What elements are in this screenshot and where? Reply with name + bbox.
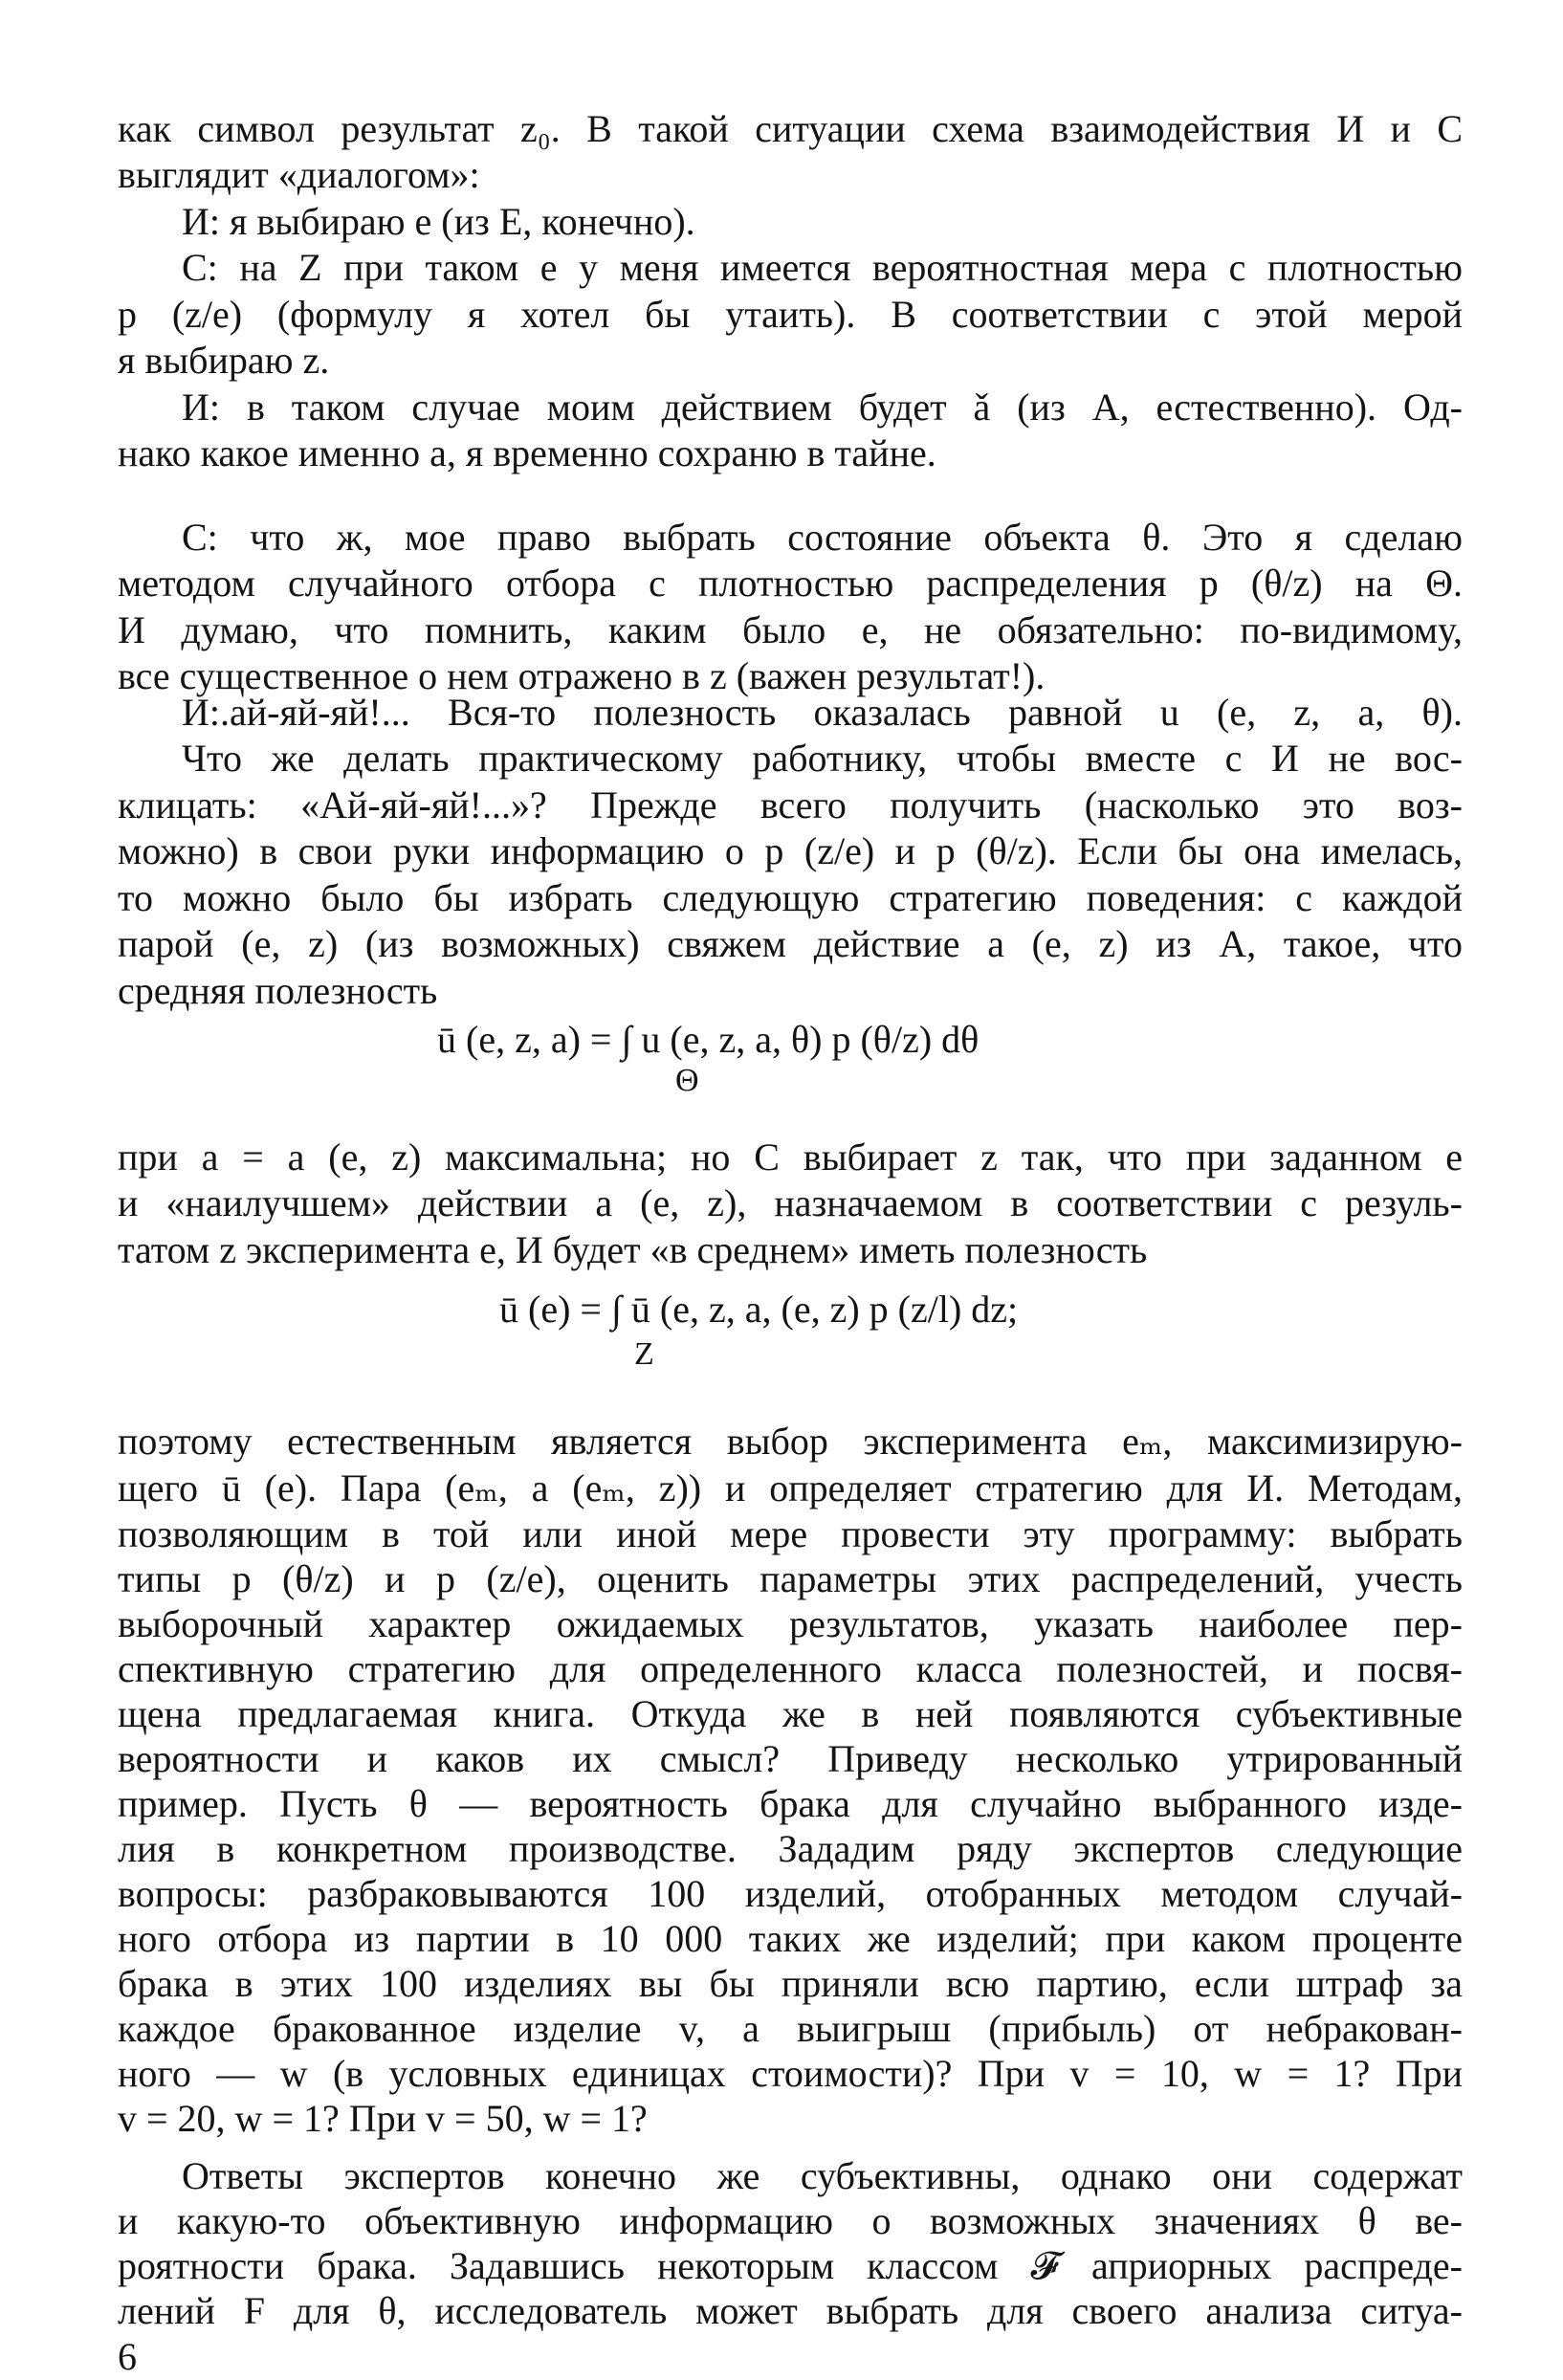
- text-line: ного — w (в условных единицах стоимости)? При v = 10, w = 1? При: [118, 2052, 1463, 2095]
- text-line: клицать: «Ай-яй-яй!...»? Прежде всего получить (насколько это воз-: [118, 783, 1463, 826]
- text-line: типы p (θ/z) и p (z/e), оценить параметры этих распределений, учесть: [118, 1557, 1463, 1600]
- text-line: роятности брака. Задавшись некоторым классом 𝓕 априорных распреде-: [118, 2244, 1463, 2287]
- text-line: p (z/e) (формулу я хотел бы утаить). В соответствии с этой мерой: [118, 293, 1463, 336]
- text-line: средняя полезность: [118, 969, 438, 1012]
- text-line: парой (e, z) (из возможных) свяжем действие a (e, z) из A, такое, что: [118, 922, 1463, 965]
- text-line: И: я выбираю e (из E, конечно).: [182, 200, 695, 243]
- text-line: то можно было бы избрать следующую стратегию поведения: с каждой: [118, 876, 1463, 919]
- text-line: лений F для θ, исследователь может выбрать для своего анализа ситуа-: [118, 2289, 1463, 2332]
- text-line: выборочный характер ожидаемых результатов, указать наиболее пер-: [118, 1602, 1463, 1645]
- formula-experiment-utility: ū (e) = ∫ ū (e, z, a, (e, z) p (z/l) dz;: [499, 1288, 1019, 1331]
- text-line: и какую-то объективную информацию о возможных значениях θ ве-: [118, 2199, 1463, 2242]
- text-line: каждое бракованное изделие v, а выигрыш (прибыль) от небракован-: [118, 2007, 1463, 2050]
- text-line: нако какое именно a, я временно сохраню в тайне.: [118, 431, 936, 474]
- formula-subscript: Θ: [675, 1063, 699, 1098]
- formula-subscript: Z: [634, 1336, 654, 1372]
- text-line: брака в этих 100 изделиях вы бы приняли всю партию, если штраф за: [118, 1962, 1463, 2005]
- text-line: как символ результат z₀. В такой ситуации схема взаимодействия И и С: [118, 107, 1463, 150]
- text-line: ного отбора из партии в 10 000 таких же изделий; при каком проценте: [118, 1917, 1463, 1960]
- text-line: И:.ай-яй-яй!... Вся-то полезность оказалась равной u (e, z, a, θ).: [182, 691, 1463, 734]
- text-line: лия в конкретном производстве. Зададим ряду экспертов следующие: [118, 1827, 1463, 1870]
- text-line: методом случайного отбора с плотностью распределения p (θ/z) на Θ.: [118, 562, 1463, 605]
- text-line: при a = a (e, z) максимальна; но С выбирает z так, что при заданном e: [118, 1135, 1463, 1179]
- text-line: Ответы экспертов конечно же субъективны, однако они содержат: [182, 2154, 1463, 2197]
- text-line: можно) в свои руки информацию о p (z/e) и p (θ/z). Если бы она имелась,: [118, 829, 1463, 872]
- text-line: щего ū (e). Пара (eₘ, a (eₘ, z)) и определяет стратегию для И. Методам,: [118, 1466, 1463, 1510]
- text-line: И думаю, что помнить, каким было e, не обязательно: по-видимому,: [118, 608, 1463, 651]
- text-line: позволяющим в той или иной мере провести эту программу: выбрать: [118, 1512, 1463, 1555]
- text-line: пример. Пусть θ — вероятность брака для случайно выбранного изде-: [118, 1782, 1463, 1825]
- text-line: и «наилучшем» действии a (e, z), назначаемом в соответствии с резуль-: [118, 1181, 1463, 1224]
- text-line: все существенное о нем отражено в z (важен результат!).: [118, 654, 1046, 697]
- text-line: И: в таком случае моим действием будет ǎ (из A, естественно). Од-: [182, 386, 1463, 429]
- text-line: татом z эксперимента e, И будет «в среднем» иметь полезность: [118, 1228, 1148, 1271]
- text-line: щена предлагаемая книга. Откуда же в ней появляются субъективные: [118, 1692, 1463, 1735]
- text-line: вопросы: разбраковываются 100 изделий, отобранных методом случай-: [118, 1872, 1463, 1915]
- text-line: вероятности и каков их смысл? Приведу несколько утрированный: [118, 1737, 1463, 1780]
- text-line: v = 20, w = 1? При v = 50, w = 1?: [118, 2097, 648, 2140]
- text-line: выглядит «диалогом»:: [118, 153, 480, 196]
- text-line: поэтому естественным является выбор эксперимента eₘ, максимизирую-: [118, 1420, 1463, 1463]
- page-number: 6: [118, 2335, 137, 2378]
- text-line: С: что ж, мое право выбрать состояние объекта θ. Это я сделаю: [182, 516, 1463, 559]
- text-line: я выбираю z.: [118, 339, 330, 382]
- formula-expected-utility: ū (e, z, a) = ∫ u (e, z, a, θ) p (θ/z) dθ: [437, 1018, 980, 1061]
- text-line: Что же делать практическому работнику, чтобы вместе с И не вос-: [182, 737, 1463, 780]
- text-line: С: на Z при таком e у меня имеется вероятностная мера с плотностью: [182, 246, 1463, 289]
- text-line: спективную стратегию для определенного класса полезностей, и посвя-: [118, 1647, 1463, 1690]
